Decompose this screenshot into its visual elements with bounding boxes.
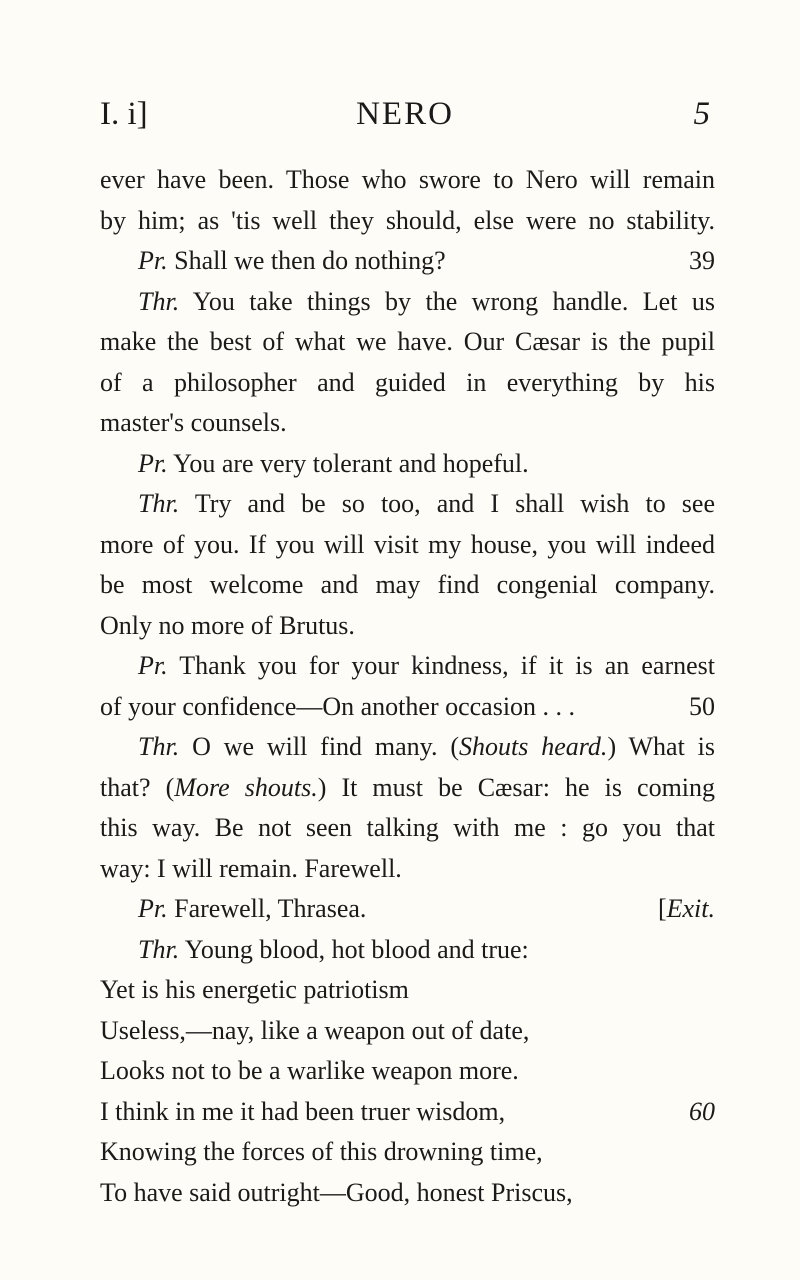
speaker-name: Pr. bbox=[138, 246, 168, 275]
verse-line: Looks not to be a warlike weapon more. bbox=[100, 1056, 519, 1085]
speech-line: Pr. You are very tolerant and hopeful. bbox=[138, 448, 529, 478]
exit-direction: [Exit. bbox=[657, 894, 715, 923]
speaker-name: Thr. bbox=[138, 934, 180, 964]
text-line: of a philosopher and guided in everything by his bbox=[100, 367, 715, 397]
text-line: master's counsels. bbox=[100, 408, 287, 437]
verse-line: Knowing the forces of this drowning time, bbox=[100, 1137, 543, 1166]
speech-line: Pr. Thank you for your kindness, if it is an earnest bbox=[138, 651, 716, 680]
verse-line: I think in me it had been truer wisdom, 60 bbox=[100, 1092, 715, 1133]
line-number: 39 bbox=[689, 246, 715, 275]
verse-line: To have said outright—Good, honest Priscus, bbox=[100, 1177, 573, 1207]
speech-line: Thr. Young blood, hot blood and true: bbox=[138, 934, 529, 964]
speaker-name: Thr. bbox=[138, 286, 180, 316]
running-header bbox=[100, 96, 710, 140]
text-line: that? (More shouts.) It must be Cæsar: he is coming bbox=[100, 772, 716, 802]
line-number: 50 bbox=[689, 691, 715, 721]
text-line: make the best of what we have. Our Cæsar is the pupil bbox=[100, 327, 715, 356]
running-title: NERO bbox=[356, 96, 454, 132]
text-line: this way. Be not seen talking with me : go you that bbox=[100, 813, 715, 842]
verse-line: Useless,—nay, like a weapon out of date, bbox=[100, 1015, 530, 1045]
speaker-name: Thr. bbox=[138, 489, 180, 518]
speech-line: Thr. You take things by the wrong handle. Let us bbox=[138, 286, 715, 316]
speech-line: Pr. Farewell, Thrasea. [Exit. bbox=[100, 889, 715, 930]
text-line: Only no more of Brutus. bbox=[100, 610, 355, 640]
verse-line: Yet is his energetic patriotism bbox=[100, 975, 409, 1004]
text-line: way: I will remain. Farewell. bbox=[100, 853, 402, 883]
text-line: more of you. If you will visit my house, you will indeed bbox=[100, 529, 715, 559]
speech-line: Thr. O we will find many. (Shouts heard.) What is bbox=[138, 732, 716, 761]
speech-line: Thr. Try and be so too, and I shall wish to see bbox=[138, 489, 715, 518]
speaker-name: Pr. bbox=[138, 448, 168, 478]
speaker-name: Pr. bbox=[138, 651, 168, 680]
line-number: 60 bbox=[689, 1096, 715, 1126]
section-reference: I. i] bbox=[100, 96, 148, 132]
page-number: 5 bbox=[693, 96, 710, 132]
speaker-name: Thr. bbox=[138, 732, 180, 761]
speaker-name: Pr. bbox=[138, 894, 168, 923]
stage-direction: (Shouts heard.) bbox=[450, 732, 617, 761]
play-text bbox=[100, 160, 715, 1213]
speech-line: Pr. Shall we then do nothing? 39 bbox=[100, 241, 715, 282]
stage-direction: (More shouts.) bbox=[165, 772, 327, 802]
text-line: ever have been. Those who swore to Nero will remain bbox=[100, 165, 715, 194]
text-line: be most welcome and may find congenial company. bbox=[100, 570, 715, 599]
text-line: of your confidence—On another occasion . . . 50 bbox=[100, 687, 715, 728]
text-line: by him; as 'tis well they should, else were no stability. bbox=[100, 205, 715, 235]
